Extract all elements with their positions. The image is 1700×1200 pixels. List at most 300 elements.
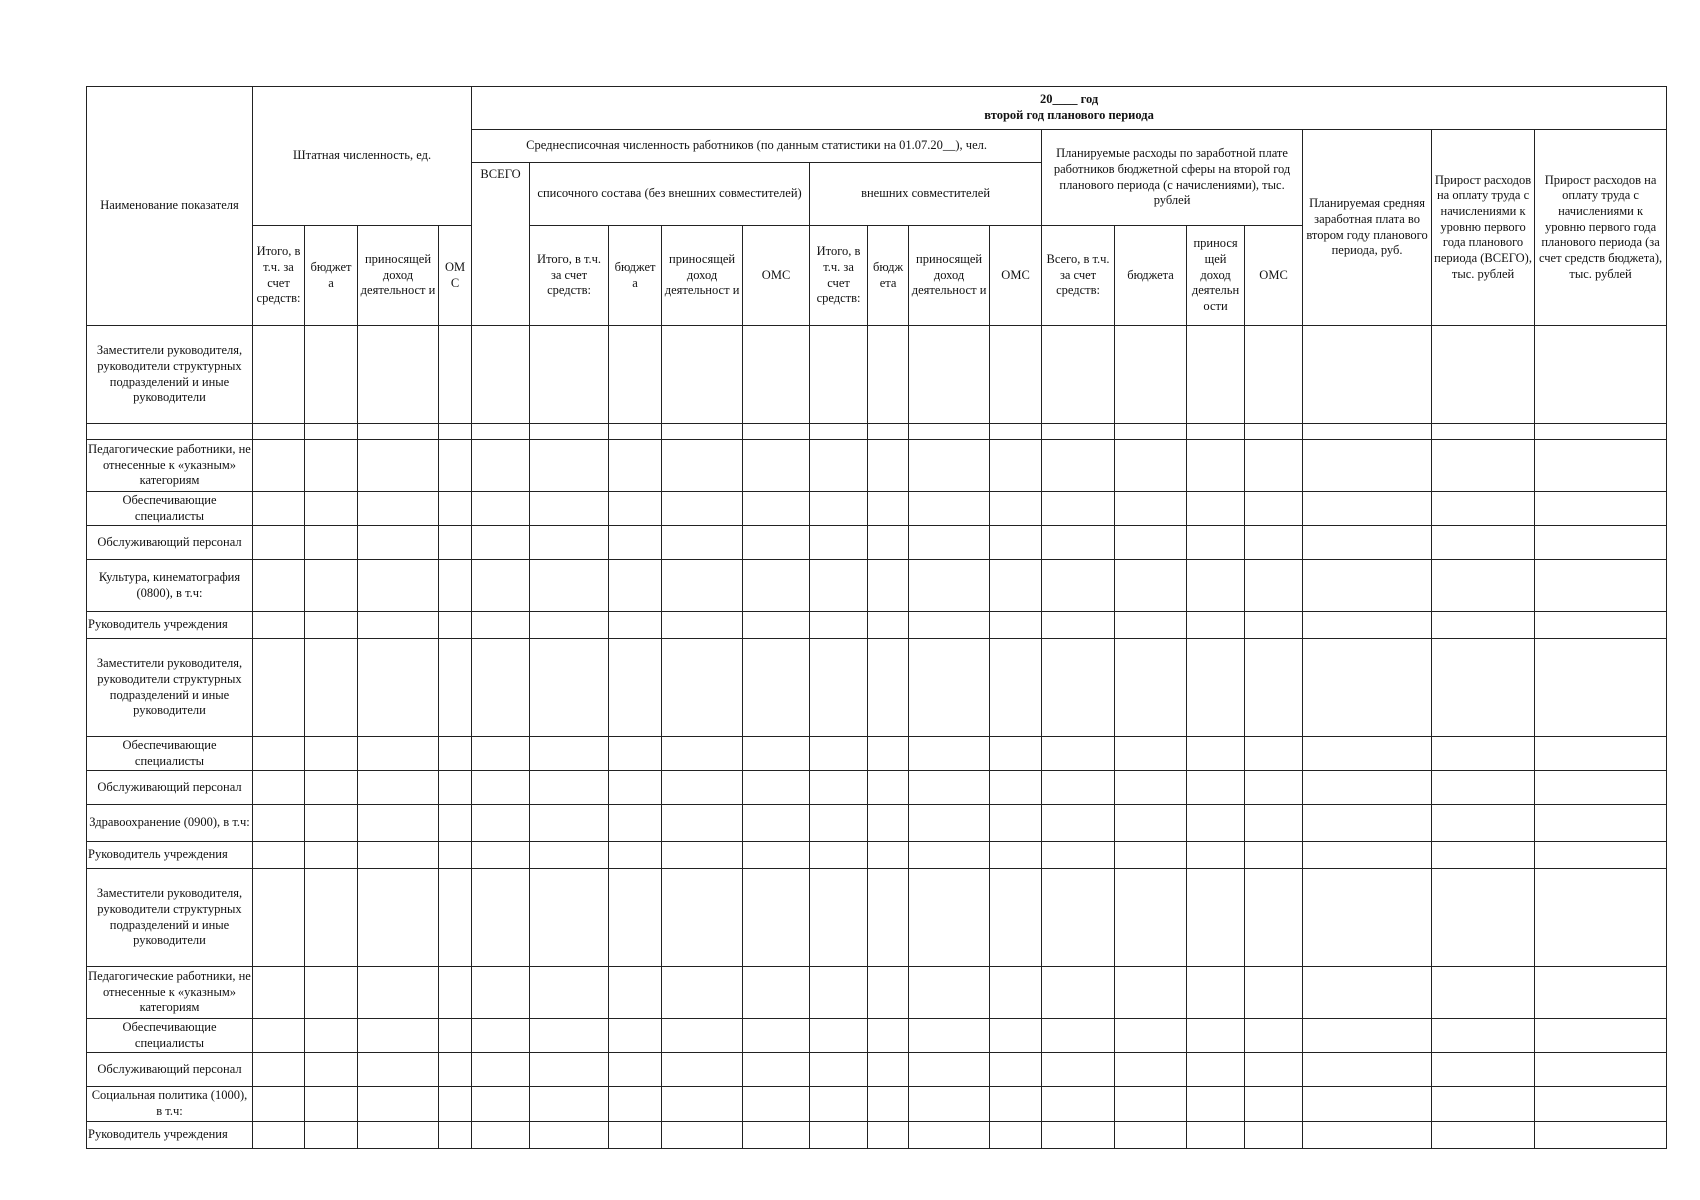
data-cell[interactable] <box>253 1019 305 1053</box>
data-cell[interactable] <box>810 526 868 560</box>
data-cell[interactable] <box>1535 1087 1667 1122</box>
data-cell[interactable] <box>609 1053 662 1087</box>
data-cell[interactable] <box>662 1053 743 1087</box>
data-cell[interactable] <box>1115 612 1187 639</box>
data-cell[interactable] <box>662 492 743 526</box>
data-cell[interactable] <box>439 612 472 639</box>
data-cell[interactable] <box>1042 326 1115 424</box>
data-cell[interactable] <box>1303 492 1432 526</box>
data-cell[interactable] <box>1245 440 1303 492</box>
data-cell[interactable] <box>1535 326 1667 424</box>
data-cell[interactable] <box>253 326 305 424</box>
data-cell[interactable] <box>305 967 358 1019</box>
data-cell[interactable] <box>810 967 868 1019</box>
data-cell[interactable] <box>868 967 909 1019</box>
data-cell[interactable] <box>1042 526 1115 560</box>
data-cell[interactable] <box>990 1122 1042 1149</box>
data-cell[interactable] <box>1042 869 1115 967</box>
data-cell[interactable] <box>909 440 990 492</box>
data-cell[interactable] <box>1245 869 1303 967</box>
data-cell[interactable] <box>868 424 909 440</box>
data-cell[interactable] <box>909 805 990 842</box>
data-cell[interactable] <box>358 842 439 869</box>
data-cell[interactable] <box>1432 1122 1535 1149</box>
data-cell[interactable] <box>1187 869 1245 967</box>
data-cell[interactable] <box>990 560 1042 612</box>
data-cell[interactable] <box>472 1053 530 1087</box>
data-cell[interactable] <box>990 612 1042 639</box>
data-cell[interactable] <box>305 737 358 771</box>
data-cell[interactable] <box>358 771 439 805</box>
data-cell[interactable] <box>1245 492 1303 526</box>
data-cell[interactable] <box>1245 737 1303 771</box>
data-cell[interactable] <box>1432 440 1535 492</box>
data-cell[interactable] <box>439 771 472 805</box>
data-cell[interactable] <box>1303 612 1432 639</box>
data-cell[interactable] <box>253 967 305 1019</box>
data-cell[interactable] <box>1245 424 1303 440</box>
data-cell[interactable] <box>1245 805 1303 842</box>
data-cell[interactable] <box>1042 612 1115 639</box>
data-cell[interactable] <box>743 612 810 639</box>
data-cell[interactable] <box>868 639 909 737</box>
data-cell[interactable] <box>253 1087 305 1122</box>
data-cell[interactable] <box>1187 492 1245 526</box>
data-cell[interactable] <box>530 771 609 805</box>
data-cell[interactable] <box>1535 639 1667 737</box>
data-cell[interactable] <box>1303 560 1432 612</box>
data-cell[interactable] <box>1042 560 1115 612</box>
data-cell[interactable] <box>662 1019 743 1053</box>
data-cell[interactable] <box>743 440 810 492</box>
data-cell[interactable] <box>439 492 472 526</box>
data-cell[interactable] <box>1303 869 1432 967</box>
data-cell[interactable] <box>253 560 305 612</box>
data-cell[interactable] <box>609 612 662 639</box>
data-cell[interactable] <box>439 1053 472 1087</box>
data-cell[interactable] <box>439 869 472 967</box>
data-cell[interactable] <box>253 1122 305 1149</box>
data-cell[interactable] <box>305 526 358 560</box>
data-cell[interactable] <box>1187 560 1245 612</box>
data-cell[interactable] <box>1245 1053 1303 1087</box>
data-cell[interactable] <box>990 771 1042 805</box>
data-cell[interactable] <box>472 326 530 424</box>
data-cell[interactable] <box>909 612 990 639</box>
data-cell[interactable] <box>609 440 662 492</box>
data-cell[interactable] <box>1303 737 1432 771</box>
data-cell[interactable] <box>1245 967 1303 1019</box>
data-cell[interactable] <box>1535 560 1667 612</box>
data-cell[interactable] <box>868 1053 909 1087</box>
data-cell[interactable] <box>868 326 909 424</box>
data-cell[interactable] <box>530 639 609 737</box>
data-cell[interactable] <box>868 1019 909 1053</box>
data-cell[interactable] <box>743 967 810 1019</box>
data-cell[interactable] <box>990 842 1042 869</box>
data-cell[interactable] <box>609 842 662 869</box>
data-cell[interactable] <box>810 326 868 424</box>
data-cell[interactable] <box>253 805 305 842</box>
data-cell[interactable] <box>530 1019 609 1053</box>
data-cell[interactable] <box>1245 639 1303 737</box>
data-cell[interactable] <box>810 639 868 737</box>
data-cell[interactable] <box>305 1019 358 1053</box>
data-cell[interactable] <box>1432 1053 1535 1087</box>
data-cell[interactable] <box>472 869 530 967</box>
data-cell[interactable] <box>909 1087 990 1122</box>
data-cell[interactable] <box>439 560 472 612</box>
data-cell[interactable] <box>472 805 530 842</box>
data-cell[interactable] <box>1245 1019 1303 1053</box>
data-cell[interactable] <box>530 526 609 560</box>
data-cell[interactable] <box>609 1019 662 1053</box>
data-cell[interactable] <box>810 842 868 869</box>
data-cell[interactable] <box>662 967 743 1019</box>
data-cell[interactable] <box>609 526 662 560</box>
data-cell[interactable] <box>810 771 868 805</box>
data-cell[interactable] <box>662 526 743 560</box>
data-cell[interactable] <box>1115 771 1187 805</box>
data-cell[interactable] <box>1535 737 1667 771</box>
data-cell[interactable] <box>439 1019 472 1053</box>
data-cell[interactable] <box>810 440 868 492</box>
data-cell[interactable] <box>609 424 662 440</box>
data-cell[interactable] <box>743 737 810 771</box>
data-cell[interactable] <box>743 842 810 869</box>
data-cell[interactable] <box>1115 326 1187 424</box>
data-cell[interactable] <box>909 869 990 967</box>
data-cell[interactable] <box>253 737 305 771</box>
data-cell[interactable] <box>472 842 530 869</box>
data-cell[interactable] <box>662 612 743 639</box>
data-cell[interactable] <box>909 1053 990 1087</box>
data-cell[interactable] <box>743 1019 810 1053</box>
data-cell[interactable] <box>1042 492 1115 526</box>
data-cell[interactable] <box>909 842 990 869</box>
data-cell[interactable] <box>358 326 439 424</box>
data-cell[interactable] <box>1115 737 1187 771</box>
data-cell[interactable] <box>1535 526 1667 560</box>
data-cell[interactable] <box>472 639 530 737</box>
data-cell[interactable] <box>1115 869 1187 967</box>
data-cell[interactable] <box>609 326 662 424</box>
data-cell[interactable] <box>358 1122 439 1149</box>
data-cell[interactable] <box>1115 440 1187 492</box>
data-cell[interactable] <box>1535 1122 1667 1149</box>
data-cell[interactable] <box>439 639 472 737</box>
data-cell[interactable] <box>253 424 305 440</box>
data-cell[interactable] <box>1303 967 1432 1019</box>
data-cell[interactable] <box>358 639 439 737</box>
data-cell[interactable] <box>1187 771 1245 805</box>
data-cell[interactable] <box>868 560 909 612</box>
data-cell[interactable] <box>358 805 439 842</box>
data-cell[interactable] <box>439 842 472 869</box>
data-cell[interactable] <box>662 424 743 440</box>
data-cell[interactable] <box>990 526 1042 560</box>
data-cell[interactable] <box>1303 771 1432 805</box>
data-cell[interactable] <box>1432 526 1535 560</box>
data-cell[interactable] <box>530 967 609 1019</box>
data-cell[interactable] <box>990 737 1042 771</box>
data-cell[interactable] <box>439 424 472 440</box>
data-cell[interactable] <box>1432 737 1535 771</box>
data-cell[interactable] <box>1115 526 1187 560</box>
data-cell[interactable] <box>305 1053 358 1087</box>
data-cell[interactable] <box>358 612 439 639</box>
data-cell[interactable] <box>253 1053 305 1087</box>
data-cell[interactable] <box>662 869 743 967</box>
data-cell[interactable] <box>253 771 305 805</box>
data-cell[interactable] <box>909 1019 990 1053</box>
data-cell[interactable] <box>472 771 530 805</box>
data-cell[interactable] <box>1115 560 1187 612</box>
data-cell[interactable] <box>1303 1053 1432 1087</box>
data-cell[interactable] <box>1115 639 1187 737</box>
data-cell[interactable] <box>1432 771 1535 805</box>
data-cell[interactable] <box>1432 639 1535 737</box>
data-cell[interactable] <box>1042 805 1115 842</box>
data-cell[interactable] <box>472 612 530 639</box>
data-cell[interactable] <box>305 612 358 639</box>
data-cell[interactable] <box>868 805 909 842</box>
data-cell[interactable] <box>609 967 662 1019</box>
data-cell[interactable] <box>1187 737 1245 771</box>
data-cell[interactable] <box>909 771 990 805</box>
data-cell[interactable] <box>1535 771 1667 805</box>
data-cell[interactable] <box>305 842 358 869</box>
data-cell[interactable] <box>1303 526 1432 560</box>
data-cell[interactable] <box>305 805 358 842</box>
data-cell[interactable] <box>358 1019 439 1053</box>
data-cell[interactable] <box>358 1053 439 1087</box>
data-cell[interactable] <box>662 805 743 842</box>
data-cell[interactable] <box>810 1122 868 1149</box>
data-cell[interactable] <box>1303 440 1432 492</box>
data-cell[interactable] <box>609 639 662 737</box>
data-cell[interactable] <box>530 560 609 612</box>
data-cell[interactable] <box>305 424 358 440</box>
data-cell[interactable] <box>990 869 1042 967</box>
data-cell[interactable] <box>530 1087 609 1122</box>
data-cell[interactable] <box>743 492 810 526</box>
data-cell[interactable] <box>1115 424 1187 440</box>
data-cell[interactable] <box>472 737 530 771</box>
data-cell[interactable] <box>1535 612 1667 639</box>
data-cell[interactable] <box>305 492 358 526</box>
data-cell[interactable] <box>1432 492 1535 526</box>
data-cell[interactable] <box>868 612 909 639</box>
data-cell[interactable] <box>810 612 868 639</box>
data-cell[interactable] <box>1535 440 1667 492</box>
data-cell[interactable] <box>358 424 439 440</box>
data-cell[interactable] <box>1042 737 1115 771</box>
data-cell[interactable] <box>909 639 990 737</box>
data-cell[interactable] <box>743 805 810 842</box>
data-cell[interactable] <box>609 492 662 526</box>
data-cell[interactable] <box>609 771 662 805</box>
data-cell[interactable] <box>1303 1122 1432 1149</box>
data-cell[interactable] <box>1245 1122 1303 1149</box>
data-cell[interactable] <box>253 869 305 967</box>
data-cell[interactable] <box>1245 842 1303 869</box>
data-cell[interactable] <box>810 560 868 612</box>
data-cell[interactable] <box>530 842 609 869</box>
data-cell[interactable] <box>253 526 305 560</box>
data-cell[interactable] <box>1245 326 1303 424</box>
data-cell[interactable] <box>662 326 743 424</box>
data-cell[interactable] <box>743 1122 810 1149</box>
data-cell[interactable] <box>990 326 1042 424</box>
data-cell[interactable] <box>810 1053 868 1087</box>
data-cell[interactable] <box>743 326 810 424</box>
data-cell[interactable] <box>810 805 868 842</box>
data-cell[interactable] <box>530 424 609 440</box>
data-cell[interactable] <box>439 326 472 424</box>
data-cell[interactable] <box>358 967 439 1019</box>
data-cell[interactable] <box>1042 1087 1115 1122</box>
data-cell[interactable] <box>1187 842 1245 869</box>
data-cell[interactable] <box>472 1087 530 1122</box>
data-cell[interactable] <box>990 1019 1042 1053</box>
data-cell[interactable] <box>909 1122 990 1149</box>
data-cell[interactable] <box>909 326 990 424</box>
data-cell[interactable] <box>305 560 358 612</box>
data-cell[interactable] <box>1432 805 1535 842</box>
data-cell[interactable] <box>1432 326 1535 424</box>
data-cell[interactable] <box>1115 1019 1187 1053</box>
data-cell[interactable] <box>358 869 439 967</box>
data-cell[interactable] <box>662 1122 743 1149</box>
data-cell[interactable] <box>868 771 909 805</box>
data-cell[interactable] <box>662 737 743 771</box>
data-cell[interactable] <box>1535 805 1667 842</box>
data-cell[interactable] <box>1187 1019 1245 1053</box>
data-cell[interactable] <box>1115 967 1187 1019</box>
data-cell[interactable] <box>1115 1053 1187 1087</box>
data-cell[interactable] <box>990 967 1042 1019</box>
data-cell[interactable] <box>1042 1122 1115 1149</box>
data-cell[interactable] <box>253 440 305 492</box>
data-cell[interactable] <box>990 639 1042 737</box>
data-cell[interactable] <box>305 639 358 737</box>
data-cell[interactable] <box>305 1122 358 1149</box>
data-cell[interactable] <box>472 492 530 526</box>
data-cell[interactable] <box>1303 805 1432 842</box>
data-cell[interactable] <box>810 1019 868 1053</box>
data-cell[interactable] <box>609 805 662 842</box>
data-cell[interactable] <box>1115 1122 1187 1149</box>
data-cell[interactable] <box>358 737 439 771</box>
data-cell[interactable] <box>868 869 909 967</box>
data-cell[interactable] <box>530 805 609 842</box>
data-cell[interactable] <box>1432 1019 1535 1053</box>
data-cell[interactable] <box>810 424 868 440</box>
data-cell[interactable] <box>1432 612 1535 639</box>
data-cell[interactable] <box>868 492 909 526</box>
data-cell[interactable] <box>662 771 743 805</box>
data-cell[interactable] <box>1245 560 1303 612</box>
data-cell[interactable] <box>1187 612 1245 639</box>
data-cell[interactable] <box>743 869 810 967</box>
data-cell[interactable] <box>439 440 472 492</box>
data-cell[interactable] <box>472 560 530 612</box>
data-cell[interactable] <box>530 1122 609 1149</box>
data-cell[interactable] <box>1187 326 1245 424</box>
data-cell[interactable] <box>253 492 305 526</box>
data-cell[interactable] <box>1432 869 1535 967</box>
data-cell[interactable] <box>1042 967 1115 1019</box>
data-cell[interactable] <box>472 440 530 492</box>
data-cell[interactable] <box>439 526 472 560</box>
data-cell[interactable] <box>358 1087 439 1122</box>
data-cell[interactable] <box>1535 967 1667 1019</box>
data-cell[interactable] <box>868 1122 909 1149</box>
data-cell[interactable] <box>1303 1087 1432 1122</box>
data-cell[interactable] <box>1535 842 1667 869</box>
data-cell[interactable] <box>662 842 743 869</box>
data-cell[interactable] <box>990 1087 1042 1122</box>
data-cell[interactable] <box>1245 771 1303 805</box>
data-cell[interactable] <box>868 526 909 560</box>
data-cell[interactable] <box>1042 1019 1115 1053</box>
data-cell[interactable] <box>358 560 439 612</box>
data-cell[interactable] <box>1303 1019 1432 1053</box>
data-cell[interactable] <box>743 424 810 440</box>
data-cell[interactable] <box>1432 842 1535 869</box>
data-cell[interactable] <box>609 1087 662 1122</box>
data-cell[interactable] <box>743 639 810 737</box>
data-cell[interactable] <box>990 805 1042 842</box>
data-cell[interactable] <box>1535 424 1667 440</box>
data-cell[interactable] <box>530 440 609 492</box>
data-cell[interactable] <box>305 1087 358 1122</box>
data-cell[interactable] <box>1115 1087 1187 1122</box>
data-cell[interactable] <box>1432 424 1535 440</box>
data-cell[interactable] <box>1042 424 1115 440</box>
data-cell[interactable] <box>1535 492 1667 526</box>
data-cell[interactable] <box>1187 967 1245 1019</box>
data-cell[interactable] <box>358 440 439 492</box>
data-cell[interactable] <box>609 560 662 612</box>
data-cell[interactable] <box>1042 639 1115 737</box>
data-cell[interactable] <box>472 1122 530 1149</box>
data-cell[interactable] <box>868 1087 909 1122</box>
data-cell[interactable] <box>1187 526 1245 560</box>
data-cell[interactable] <box>530 737 609 771</box>
data-cell[interactable] <box>305 771 358 805</box>
data-cell[interactable] <box>439 1122 472 1149</box>
data-cell[interactable] <box>990 492 1042 526</box>
data-cell[interactable] <box>743 1053 810 1087</box>
data-cell[interactable] <box>1187 440 1245 492</box>
data-cell[interactable] <box>1535 869 1667 967</box>
data-cell[interactable] <box>868 440 909 492</box>
data-cell[interactable] <box>1245 526 1303 560</box>
data-cell[interactable] <box>1187 1053 1245 1087</box>
data-cell[interactable] <box>810 492 868 526</box>
data-cell[interactable] <box>909 526 990 560</box>
data-cell[interactable] <box>990 440 1042 492</box>
data-cell[interactable] <box>609 869 662 967</box>
data-cell[interactable] <box>530 612 609 639</box>
data-cell[interactable] <box>1042 771 1115 805</box>
data-cell[interactable] <box>305 869 358 967</box>
data-cell[interactable] <box>1432 967 1535 1019</box>
data-cell[interactable] <box>868 737 909 771</box>
data-cell[interactable] <box>1303 326 1432 424</box>
